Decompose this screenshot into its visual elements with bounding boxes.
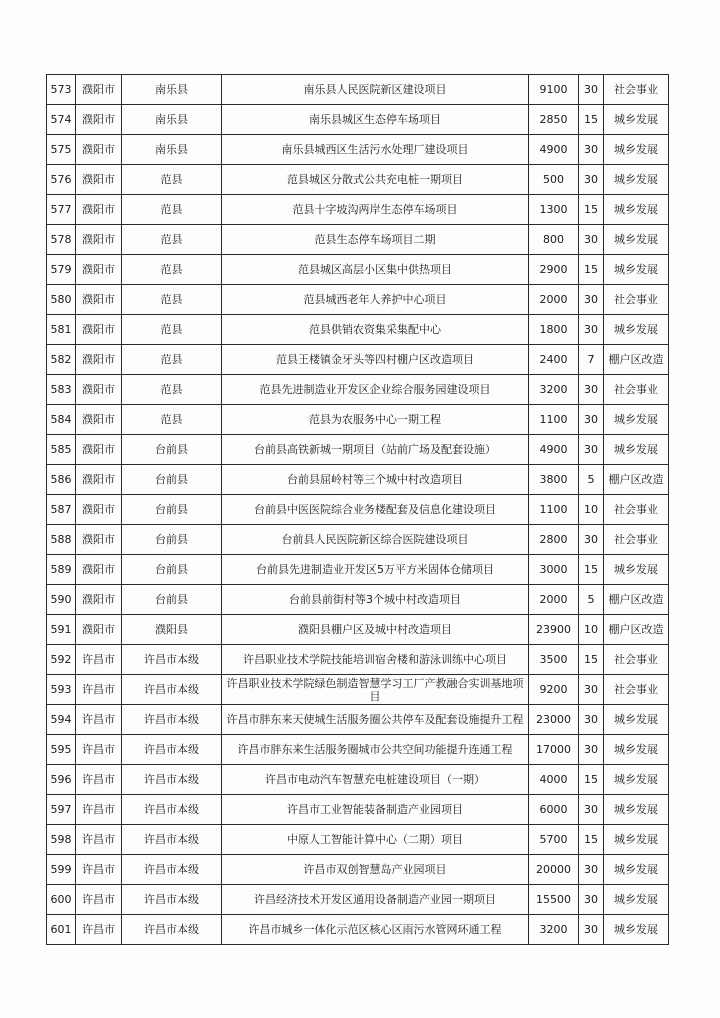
- row-number: 586: [47, 465, 76, 495]
- county-cell: 南乐县: [122, 75, 222, 105]
- table-row: [47, 765, 669, 795]
- years-cell: 10: [579, 615, 604, 645]
- project-name-cell: 范县十字坡沟两岸生态停车场项目: [222, 195, 529, 225]
- city-cell: 濮阳市: [76, 555, 122, 585]
- amount-cell: 3800: [529, 465, 579, 495]
- city-cell: 许昌市: [76, 915, 122, 945]
- city-cell: 许昌市: [76, 675, 122, 705]
- years-cell: 15: [579, 105, 604, 135]
- row-number: 577: [47, 195, 76, 225]
- years-cell: 30: [579, 525, 604, 555]
- amount-cell: 9100: [529, 75, 579, 105]
- row-number: 580: [47, 285, 76, 315]
- years-cell: 15: [579, 555, 604, 585]
- table-row: [47, 585, 669, 615]
- years-cell: 15: [579, 255, 604, 285]
- row-number: 601: [47, 915, 76, 945]
- years-cell: 5: [579, 465, 604, 495]
- county-cell: 台前县: [122, 585, 222, 615]
- category-cell: 社会事业: [604, 645, 669, 675]
- county-cell: 台前县: [122, 555, 222, 585]
- row-number: 590: [47, 585, 76, 615]
- row-number: 576: [47, 165, 76, 195]
- project-name-cell: 许昌市工业智能装备制造产业园项目: [222, 795, 529, 825]
- row-number: 593: [47, 675, 76, 705]
- county-cell: 许昌市本级: [122, 675, 222, 705]
- category-cell: 社会事业: [604, 525, 669, 555]
- county-cell: 濮阳县: [122, 615, 222, 645]
- city-cell: 许昌市: [76, 705, 122, 735]
- county-cell: 许昌市本级: [122, 705, 222, 735]
- city-cell: 濮阳市: [76, 465, 122, 495]
- row-number: 583: [47, 375, 76, 405]
- city-cell: 许昌市: [76, 825, 122, 855]
- category-cell: 城乡发展: [604, 405, 669, 435]
- years-cell: 5: [579, 585, 604, 615]
- row-number: 596: [47, 765, 76, 795]
- project-name-cell: 中原人工智能计算中心（二期）项目: [222, 825, 529, 855]
- county-cell: 范县: [122, 345, 222, 375]
- county-cell: 范县: [122, 195, 222, 225]
- table-row: [47, 885, 669, 915]
- county-cell: 许昌市本级: [122, 885, 222, 915]
- row-number: 575: [47, 135, 76, 165]
- project-table: [46, 74, 669, 945]
- county-cell: 范县: [122, 405, 222, 435]
- amount-cell: 800: [529, 225, 579, 255]
- project-name-cell: 台前县先进制造业开发区5万平方米固体仓储项目: [222, 555, 529, 585]
- city-cell: 许昌市: [76, 645, 122, 675]
- project-name-cell: 范县生态停车场项目二期: [222, 225, 529, 255]
- years-cell: 30: [579, 735, 604, 765]
- category-cell: 城乡发展: [604, 915, 669, 945]
- years-cell: 10: [579, 495, 604, 525]
- amount-cell: 4900: [529, 135, 579, 165]
- row-number: 584: [47, 405, 76, 435]
- project-name-cell: 许昌市胖东来生活服务圈城市公共空间功能提升连通工程: [222, 735, 529, 765]
- table-row: [47, 345, 669, 375]
- amount-cell: 9200: [529, 675, 579, 705]
- project-name-cell: 许昌职业技术学院技能培训宿舍楼和游泳训练中心项目: [222, 645, 529, 675]
- category-cell: 城乡发展: [604, 735, 669, 765]
- table-row: [47, 705, 669, 735]
- county-cell: 许昌市本级: [122, 855, 222, 885]
- row-number: 595: [47, 735, 76, 765]
- county-cell: 南乐县: [122, 105, 222, 135]
- county-cell: 台前县: [122, 435, 222, 465]
- years-cell: 30: [579, 855, 604, 885]
- years-cell: 30: [579, 75, 604, 105]
- table-row: [47, 315, 669, 345]
- city-cell: 濮阳市: [76, 585, 122, 615]
- project-name-cell: 许昌市城乡一体化示范区核心区雨污水管网环通工程: [222, 915, 529, 945]
- project-name-cell: 台前县屈岭村等三个城中村改造项目: [222, 465, 529, 495]
- years-cell: 30: [579, 225, 604, 255]
- category-cell: 城乡发展: [604, 105, 669, 135]
- category-cell: 城乡发展: [604, 855, 669, 885]
- county-cell: 许昌市本级: [122, 795, 222, 825]
- county-cell: 台前县: [122, 465, 222, 495]
- category-cell: 社会事业: [604, 495, 669, 525]
- amount-cell: 3000: [529, 555, 579, 585]
- row-number: 598: [47, 825, 76, 855]
- row-number: 578: [47, 225, 76, 255]
- row-number: 592: [47, 645, 76, 675]
- years-cell: 30: [579, 885, 604, 915]
- category-cell: 棚户区改造: [604, 465, 669, 495]
- city-cell: 濮阳市: [76, 225, 122, 255]
- amount-cell: 23000: [529, 705, 579, 735]
- table-row: [47, 915, 669, 945]
- row-number: 597: [47, 795, 76, 825]
- city-cell: 许昌市: [76, 795, 122, 825]
- amount-cell: 23900: [529, 615, 579, 645]
- category-cell: 城乡发展: [604, 165, 669, 195]
- city-cell: 濮阳市: [76, 405, 122, 435]
- project-name-cell: 许昌经济技术开发区通用设备制造产业园一期项目: [222, 885, 529, 915]
- years-cell: 15: [579, 825, 604, 855]
- amount-cell: 3200: [529, 375, 579, 405]
- city-cell: 濮阳市: [76, 285, 122, 315]
- category-cell: 棚户区改造: [604, 585, 669, 615]
- city-cell: 许昌市: [76, 885, 122, 915]
- row-number: 599: [47, 855, 76, 885]
- years-cell: 30: [579, 795, 604, 825]
- row-number: 579: [47, 255, 76, 285]
- category-cell: 城乡发展: [604, 195, 669, 225]
- table-row: [47, 165, 669, 195]
- city-cell: 濮阳市: [76, 375, 122, 405]
- table-row: [47, 435, 669, 465]
- category-cell: 城乡发展: [604, 315, 669, 345]
- category-cell: 社会事业: [604, 675, 669, 705]
- row-number: 588: [47, 525, 76, 555]
- table-row: [47, 645, 669, 675]
- city-cell: 濮阳市: [76, 345, 122, 375]
- project-name-cell: 南乐县城区生态停车场项目: [222, 105, 529, 135]
- project-name-cell: 范县为农服务中心一期工程: [222, 405, 529, 435]
- category-cell: 城乡发展: [604, 135, 669, 165]
- project-name-cell: 范县供销农资集采集配中心: [222, 315, 529, 345]
- years-cell: 15: [579, 645, 604, 675]
- project-name-cell: 范县城区分散式公共充电桩一期项目: [222, 165, 529, 195]
- category-cell: 城乡发展: [604, 555, 669, 585]
- project-name-cell: 台前县高铁新城一期项目（站前广场及配套设施）: [222, 435, 529, 465]
- table-row: [47, 525, 669, 555]
- county-cell: 许昌市本级: [122, 765, 222, 795]
- project-name-cell: 濮阳县棚户区及城中村改造项目: [222, 615, 529, 645]
- years-cell: 30: [579, 915, 604, 945]
- city-cell: 濮阳市: [76, 435, 122, 465]
- amount-cell: 17000: [529, 735, 579, 765]
- project-name-cell: 范县城区高层小区集中供热项目: [222, 255, 529, 285]
- table-body: [47, 75, 669, 945]
- project-name-cell: 许昌市双创智慧岛产业园项目: [222, 855, 529, 885]
- years-cell: 30: [579, 315, 604, 345]
- amount-cell: 4000: [529, 765, 579, 795]
- row-number: 582: [47, 345, 76, 375]
- table-row: [47, 495, 669, 525]
- county-cell: 南乐县: [122, 135, 222, 165]
- table-row: [47, 375, 669, 405]
- project-name-cell: 台前县人民医院新区综合医院建设项目: [222, 525, 529, 555]
- row-number: 594: [47, 705, 76, 735]
- city-cell: 濮阳市: [76, 315, 122, 345]
- years-cell: 30: [579, 675, 604, 705]
- amount-cell: 6000: [529, 795, 579, 825]
- row-number: 585: [47, 435, 76, 465]
- table-row: [47, 735, 669, 765]
- city-cell: 濮阳市: [76, 615, 122, 645]
- city-cell: 许昌市: [76, 735, 122, 765]
- table-row: [47, 825, 669, 855]
- years-cell: 15: [579, 765, 604, 795]
- years-cell: 7: [579, 345, 604, 375]
- amount-cell: 2000: [529, 285, 579, 315]
- category-cell: 城乡发展: [604, 435, 669, 465]
- category-cell: 城乡发展: [604, 765, 669, 795]
- project-name-cell: 范县城西老年人养护中心项目: [222, 285, 529, 315]
- table-row: [47, 285, 669, 315]
- row-number: 587: [47, 495, 76, 525]
- category-cell: 城乡发展: [604, 885, 669, 915]
- amount-cell: 2000: [529, 585, 579, 615]
- years-cell: 30: [579, 435, 604, 465]
- amount-cell: 1800: [529, 315, 579, 345]
- row-number: 573: [47, 75, 76, 105]
- amount-cell: 4900: [529, 435, 579, 465]
- table-row: [47, 75, 669, 105]
- city-cell: 濮阳市: [76, 105, 122, 135]
- project-name-cell: 许昌市电动汽车智慧充电桩建设项目（一期）: [222, 765, 529, 795]
- category-cell: 城乡发展: [604, 825, 669, 855]
- amount-cell: 1100: [529, 495, 579, 525]
- city-cell: 濮阳市: [76, 495, 122, 525]
- city-cell: 濮阳市: [76, 525, 122, 555]
- amount-cell: 2900: [529, 255, 579, 285]
- city-cell: 濮阳市: [76, 255, 122, 285]
- project-name-cell: 南乐县城西区生活污水处理厂建设项目: [222, 135, 529, 165]
- amount-cell: 3200: [529, 915, 579, 945]
- amount-cell: 500: [529, 165, 579, 195]
- county-cell: 许昌市本级: [122, 735, 222, 765]
- city-cell: 许昌市: [76, 765, 122, 795]
- county-cell: 许昌市本级: [122, 825, 222, 855]
- table-row: [47, 555, 669, 585]
- table-row: [47, 255, 669, 285]
- project-name-cell: 范县先进制造业开发区企业综合服务园建设项目: [222, 375, 529, 405]
- amount-cell: 1300: [529, 195, 579, 225]
- table-row: [47, 225, 669, 255]
- city-cell: 许昌市: [76, 855, 122, 885]
- row-number: 574: [47, 105, 76, 135]
- category-cell: 社会事业: [604, 75, 669, 105]
- project-name-cell: 范县王楼镇金牙头等四村棚户区改造项目: [222, 345, 529, 375]
- amount-cell: 5700: [529, 825, 579, 855]
- table-row: [47, 405, 669, 435]
- category-cell: 社会事业: [604, 285, 669, 315]
- project-name-cell: 许昌职业技术学院绿色制造智慧学习工厂产教融合实训基地项目: [222, 675, 529, 705]
- project-name-cell: 台前县中医医院综合业务楼配套及信息化建设项目: [222, 495, 529, 525]
- table-row: [47, 465, 669, 495]
- table-row: [47, 855, 669, 885]
- years-cell: 15: [579, 195, 604, 225]
- amount-cell: 15500: [529, 885, 579, 915]
- county-cell: 台前县: [122, 525, 222, 555]
- years-cell: 30: [579, 375, 604, 405]
- table-row: [47, 105, 669, 135]
- years-cell: 30: [579, 285, 604, 315]
- category-cell: 社会事业: [604, 375, 669, 405]
- project-name-cell: 台前县前街村等3个城中村改造项目: [222, 585, 529, 615]
- category-cell: 城乡发展: [604, 705, 669, 735]
- county-cell: 许昌市本级: [122, 915, 222, 945]
- years-cell: 30: [579, 135, 604, 165]
- table-row: [47, 795, 669, 825]
- amount-cell: 2850: [529, 105, 579, 135]
- amount-cell: 1100: [529, 405, 579, 435]
- category-cell: 城乡发展: [604, 225, 669, 255]
- row-number: 589: [47, 555, 76, 585]
- category-cell: 城乡发展: [604, 795, 669, 825]
- project-name-cell: 许昌市胖东来天使城生活服务圈公共停车及配套设施提升工程: [222, 705, 529, 735]
- years-cell: 30: [579, 405, 604, 435]
- category-cell: 棚户区改造: [604, 345, 669, 375]
- project-name-cell: 南乐县人民医院新区建设项目: [222, 75, 529, 105]
- county-cell: 范县: [122, 255, 222, 285]
- category-cell: 城乡发展: [604, 255, 669, 285]
- row-number: 591: [47, 615, 76, 645]
- city-cell: 濮阳市: [76, 165, 122, 195]
- row-number: 581: [47, 315, 76, 345]
- county-cell: 台前县: [122, 495, 222, 525]
- county-cell: 范县: [122, 375, 222, 405]
- table-row: [47, 675, 669, 705]
- county-cell: 范县: [122, 225, 222, 255]
- amount-cell: 3500: [529, 645, 579, 675]
- amount-cell: 2800: [529, 525, 579, 555]
- city-cell: 濮阳市: [76, 135, 122, 165]
- county-cell: 许昌市本级: [122, 645, 222, 675]
- years-cell: 30: [579, 705, 604, 735]
- years-cell: 30: [579, 165, 604, 195]
- county-cell: 范县: [122, 315, 222, 345]
- county-cell: 范县: [122, 165, 222, 195]
- city-cell: 濮阳市: [76, 195, 122, 225]
- amount-cell: 2400: [529, 345, 579, 375]
- table-row: [47, 615, 669, 645]
- city-cell: 濮阳市: [76, 75, 122, 105]
- category-cell: 棚户区改造: [604, 615, 669, 645]
- table-row: [47, 135, 669, 165]
- table-row: [47, 195, 669, 225]
- row-number: 600: [47, 885, 76, 915]
- amount-cell: 20000: [529, 855, 579, 885]
- county-cell: 范县: [122, 285, 222, 315]
